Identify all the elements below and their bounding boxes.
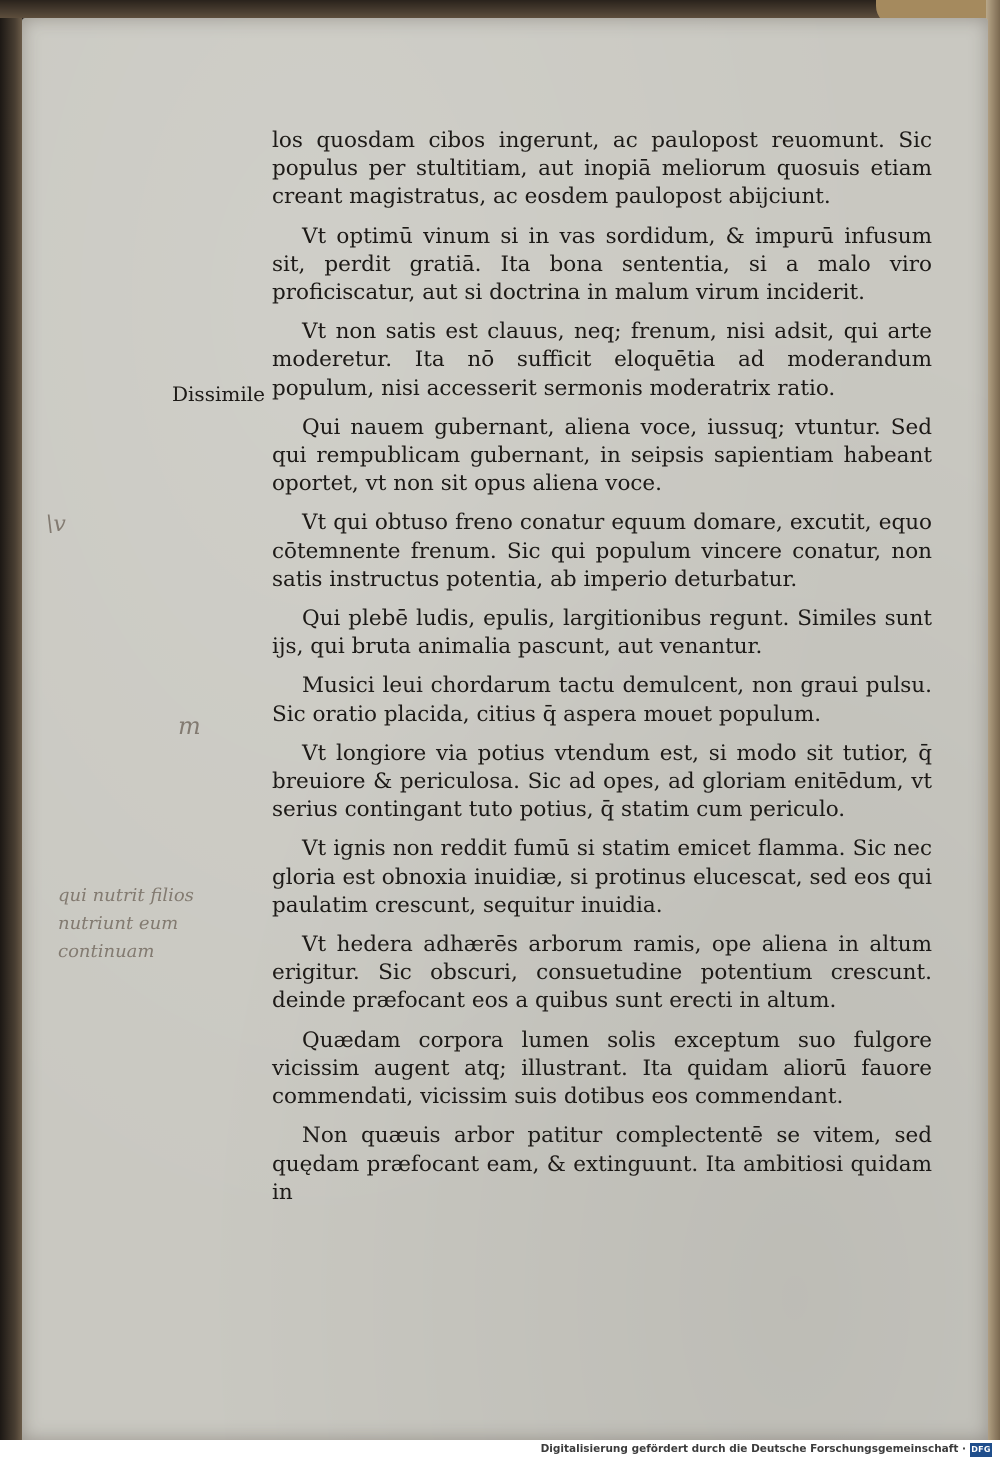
paragraph: Vt qui obtuso freno conatur equum domare, excutit, equo cōtemnente frenum. Sic qui populum vincere conatur, non satis instructus potentia, ab imperio deturbatur. (272, 510, 932, 592)
paragraph: Vt longiore via potius vtendum est, si modo sit tutior, q̄ breuiore & periculosa. Sic ad opes, ad gloriam enitēdum, vt serius contingant tuto potius, q̄ statim cum periculo. (272, 740, 932, 823)
book-top-edge (0, 0, 1000, 18)
paragraph: Vt ignis non reddit fumū si statim emicet flamma. Sic nec gloria est obnoxia inuidiæ, si protinus elucescat, sed eos qui paulatim crescunt, sequitur inuidia. (272, 836, 932, 918)
handwritten-line: qui nutrit filios (58, 885, 194, 906)
paragraph: Qui plebē ludis, epulis, largitionibus regunt. Similes sunt ijs, qui bruta animalia pascunt, aut venantur. (272, 606, 932, 660)
paragraph: Qui nauem gubernant, aliena voce, iussuq; vtuntur. Sed qui rempublicam gubernant, in seipsis sapientiam habeant oportet, vt non sit opus aliena voce. (272, 414, 932, 497)
book-spine-edge (0, 0, 22, 1440)
handwritten-line: continuam (58, 941, 155, 962)
main-text (272, 127, 932, 1218)
paragraph: Vt hedera adhærēs arborum ramis, ope aliena in altum erigitur. Sic obscuri, consuetudine potentium crescunt. deinde præfocant eos a quibus sunt erecti in altum. (272, 932, 932, 1014)
margin-note-dissimile: Dissimile (172, 382, 265, 406)
footer-bar (0, 1440, 1000, 1461)
page-fore-edge (986, 0, 1000, 1440)
handwritten-line: nutriunt eum (58, 913, 179, 934)
dfg-logo: DFG (970, 1443, 992, 1457)
funding-credit: Digitalisierung gefördert durch die Deutsche Forschungsgemeinschaft · (540, 1443, 966, 1455)
paragraph: Vt optimū vinum si in vas sordidum, & impurū infusum sit, perdit gratiā. Ita bona sententia, si a malo viro proficiscatur, aut si doctrina in malum virum inciderit. (272, 223, 932, 306)
paragraph: los quosdam cibos ingerunt, ac paulopost reuomunt. Sic populus per stultitiam, aut inopiā meliorum quosuis etiam creant magistratus, ac eosdem paulopost abijciunt. (272, 128, 932, 210)
paragraph: Non quæuis arbor patitur complectentē se vitem, sed quędam præfocant eam, & extinguunt. Ita ambitiosi quidam in (272, 1123, 932, 1205)
paragraph: Quædam corpora lumen solis exceptum suo fulgore vicissim augent atq; illustrant. Ita quidam aliorū fauore commendati, vicissim suis dotibus eos commendant. (272, 1027, 932, 1110)
handwritten-mark: \v (46, 512, 66, 537)
handwritten-mark: m (178, 712, 201, 740)
handwritten-margin-note (58, 882, 194, 966)
paragraph: Musici leui chordarum tactu demulcent, non graui pulsu. Sic oratio placida, citius q̄ aspera mouet populum. (272, 673, 932, 727)
paragraph: Vt non satis est clauus, neq; frenum, nisi adsit, qui arte moderetur. Ita nō sufficit eloquētia ad moderandum populum, nisi accesserit sermonis moderatrix ratio. (272, 319, 932, 401)
